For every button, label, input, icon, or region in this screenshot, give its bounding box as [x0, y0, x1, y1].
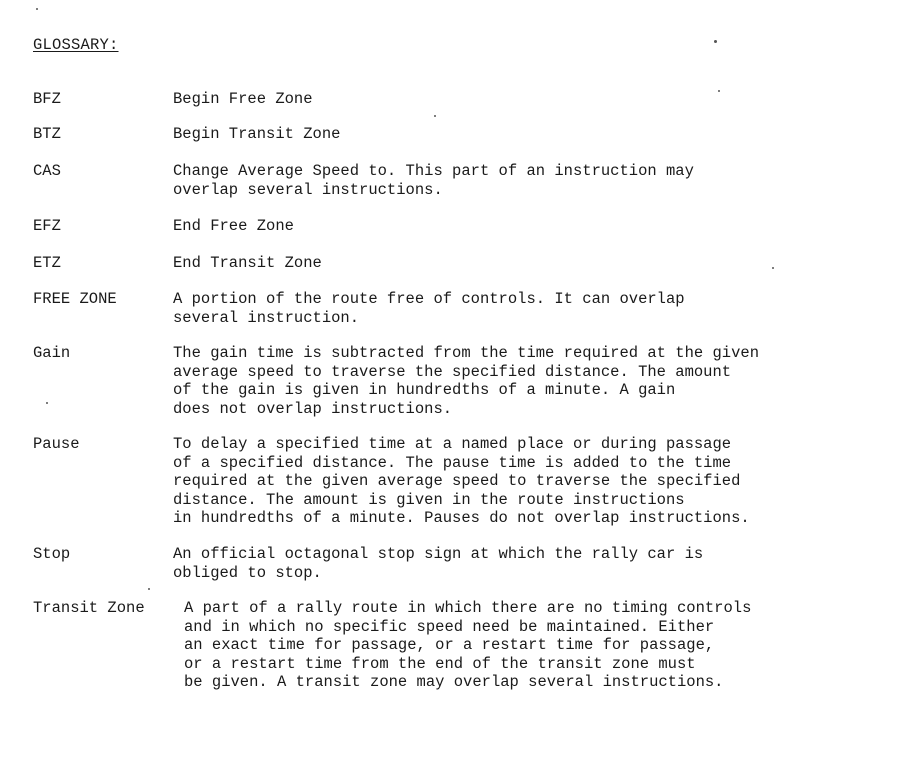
- definition-line: an exact time for passage, or a restart time for passage,: [184, 636, 715, 655]
- definition-line: required at the given average speed to traverse the specified: [173, 472, 741, 491]
- definition: [173, 545, 703, 582]
- definition-line: To delay a specified time at a named place or during passage: [173, 435, 732, 453]
- definition-line: Begin Transit Zone: [173, 125, 341, 143]
- definition: [173, 254, 322, 273]
- definition: [173, 162, 694, 199]
- definition-line: Change Average Speed to. This part of an instruction may: [173, 162, 694, 180]
- term: BFZ: [33, 90, 61, 108]
- definition-line: A part of a rally route in which there are no timing controls: [184, 599, 752, 617]
- scan-speck: [46, 402, 48, 404]
- term: FREE ZONE: [33, 290, 117, 308]
- definition: [173, 290, 685, 327]
- definition-line: overlap several instructions.: [173, 180, 443, 199]
- definition: [173, 217, 294, 236]
- definition: [184, 599, 751, 692]
- definition-line: in hundredths of a minute. Pauses do not overlap instructions.: [173, 509, 750, 528]
- definition-line: The gain time is subtracted from the time required at the given: [173, 344, 759, 362]
- definition: [173, 344, 759, 418]
- scan-speck: [434, 115, 436, 117]
- term: Stop: [33, 545, 71, 563]
- term: ETZ: [33, 254, 61, 272]
- term: BTZ: [33, 125, 61, 143]
- definition-line: average speed to traverse the specified distance. The amount: [173, 362, 732, 381]
- glossary-heading: GLOSSARY:: [33, 36, 119, 54]
- term: EFZ: [33, 217, 61, 235]
- term: Gain: [33, 344, 71, 362]
- term: CAS: [33, 162, 61, 180]
- definition: [173, 90, 313, 109]
- term: Pause: [33, 435, 80, 453]
- scan-speck: [772, 267, 774, 269]
- definition: [173, 125, 340, 144]
- term: Transit Zone: [33, 599, 145, 617]
- definition-line: of the gain is given in hundredths of a minute. A gain: [173, 381, 676, 400]
- definition-line: An official octagonal stop sign at which the rally car is: [173, 545, 704, 563]
- scan-speck: [718, 90, 720, 92]
- definition-line: End Free Zone: [173, 217, 294, 235]
- scan-speck: [36, 8, 38, 10]
- definition-line: of a specified distance. The pause time is added to the time: [173, 453, 732, 472]
- scan-speck: [148, 588, 150, 590]
- definition-line: A portion of the route free of controls. It can overlap: [173, 290, 685, 308]
- definition-line: and in which no specific speed need be maintained. Either: [184, 617, 715, 636]
- definition-line: End Transit Zone: [173, 254, 322, 272]
- definition-line: does not overlap instructions.: [173, 399, 453, 418]
- scan-speck: [714, 40, 717, 43]
- definition-line: several instruction.: [173, 308, 360, 327]
- definition-line: Begin Free Zone: [173, 90, 313, 108]
- definition-line: distance. The amount is given in the route instructions: [173, 490, 685, 509]
- definition-line: or a restart time from the end of the transit zone must: [184, 654, 696, 673]
- definition-line: obliged to stop.: [173, 563, 322, 582]
- definition-line: be given. A transit zone may overlap several instructions.: [184, 673, 724, 692]
- definition: [173, 435, 750, 528]
